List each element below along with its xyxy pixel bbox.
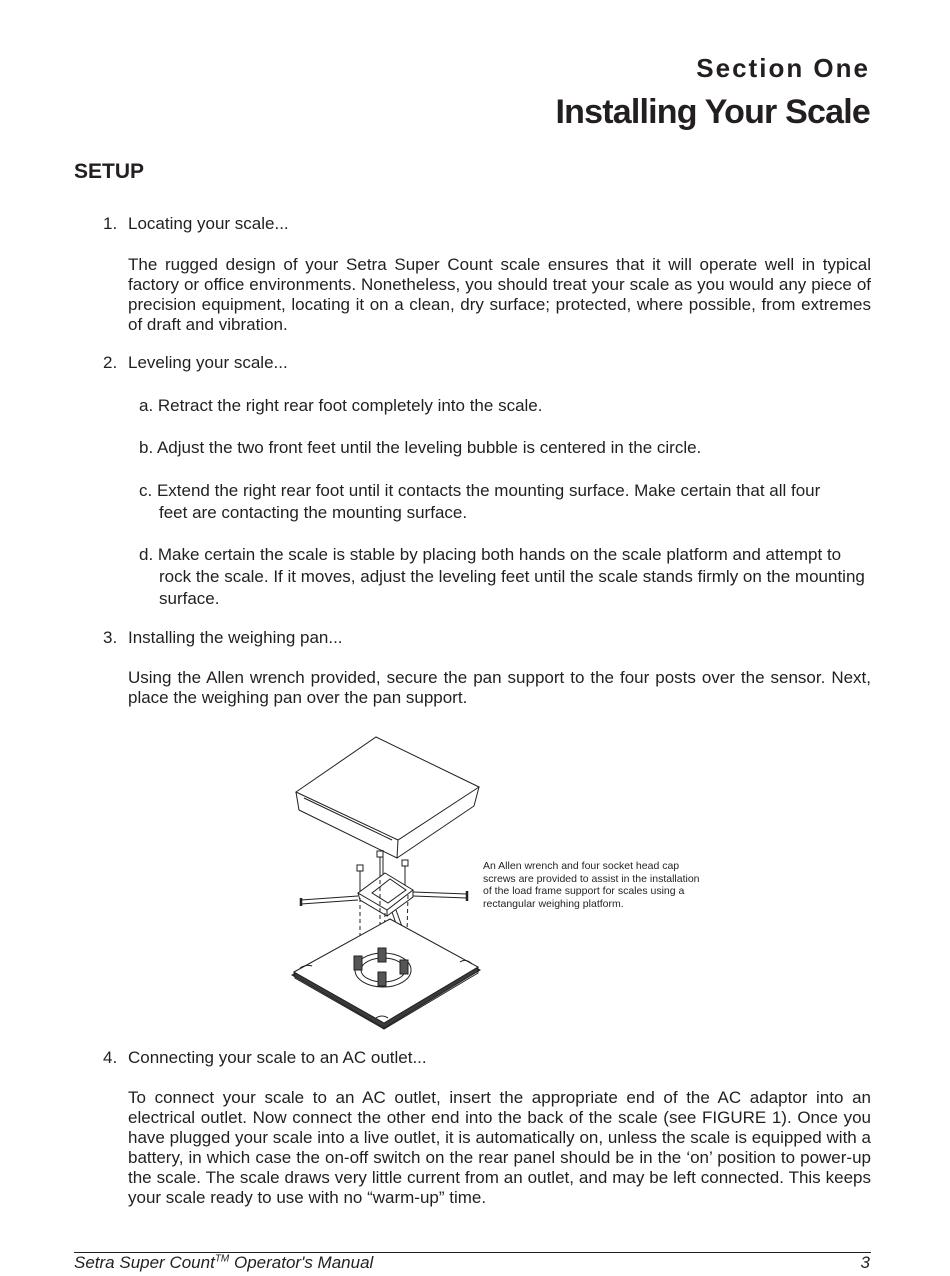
figure-caption: An Allen wrench and four socket head cap screws are provided to assist in the installation of the load frame support for scales using a rectangular weighing platform. — [483, 860, 700, 910]
step-4-title: Connecting your scale to an AC outlet... — [128, 1048, 427, 1067]
step-1-body: The rugged design of your Setra Super Count scale ensures that it will operate well in typical factory or office environments. Nonetheless, you should treat your scale as you would any piece of precision equipment, locating it on a clean, dry surface; protected, where possible, from extremes of draft and vibration. — [128, 255, 871, 334]
step-2-substep-b: b. Adjust the two front feet until the leveling bubble is centered in the circle. — [139, 438, 702, 457]
step-2-substep-d: d. Make certain the scale is stable by placing both hands on the scale platform and attempt to rock the scale. If it moves, adjust the leveling feet until the scale stands firmly on the mounting surface. — [139, 545, 865, 608]
page-number: 3 — [860, 1253, 870, 1272]
step-4-number: 4. — [103, 1048, 118, 1067]
step-4-body: To connect your scale to an AC outlet, insert the appropriate end of the AC adaptor into an electrical outlet. Now connect the other end into the back of the scale (see FIGURE 1). Once you have plugged your scale into a live outlet, it is automatically on, unless the scale is equipped with a battery, in which case the on-off switch on the rear panel should be in the ‘on’ position to power-up the scale. The scale draws very little current from an outlet, and may be left connected. This keeps your scale ready to use with no “warm-up” time. — [128, 1088, 871, 1207]
step-2-title: Leveling your scale... — [128, 353, 288, 372]
trademark-mark: TM — [214, 1253, 230, 1265]
step-3-body: Using the Allen wrench provided, secure the pan support to the four posts over the sensor. Next, place the weighing pan over the pan support. — [128, 668, 871, 707]
step-1-title: Locating your scale... — [128, 214, 289, 233]
setup-heading: SETUP — [74, 160, 145, 183]
step-3-title: Installing the weighing pan... — [128, 628, 343, 647]
step-2-number: 2. — [103, 353, 118, 372]
scale-assembly-illustration — [280, 730, 495, 1040]
weighing-pan-drawing — [296, 737, 479, 858]
step-1-number: 1. — [103, 214, 118, 233]
step-2-substep-a: a. Retract the right rear foot completely into the scale. — [139, 396, 543, 415]
section-title: Installing Your Scale — [555, 93, 870, 131]
scale-base-drawing — [292, 919, 480, 1029]
step-2-substep-c: c. Extend the right rear foot until it contacts the mounting surface. Make certain that all four feet are contacting the mounting surface. — [139, 481, 821, 522]
section-label: Section One — [696, 53, 870, 83]
step-3-number: 3. — [103, 628, 118, 647]
footer-manual-title: Setra Super Count™ Operator's Manual — [74, 1253, 374, 1272]
